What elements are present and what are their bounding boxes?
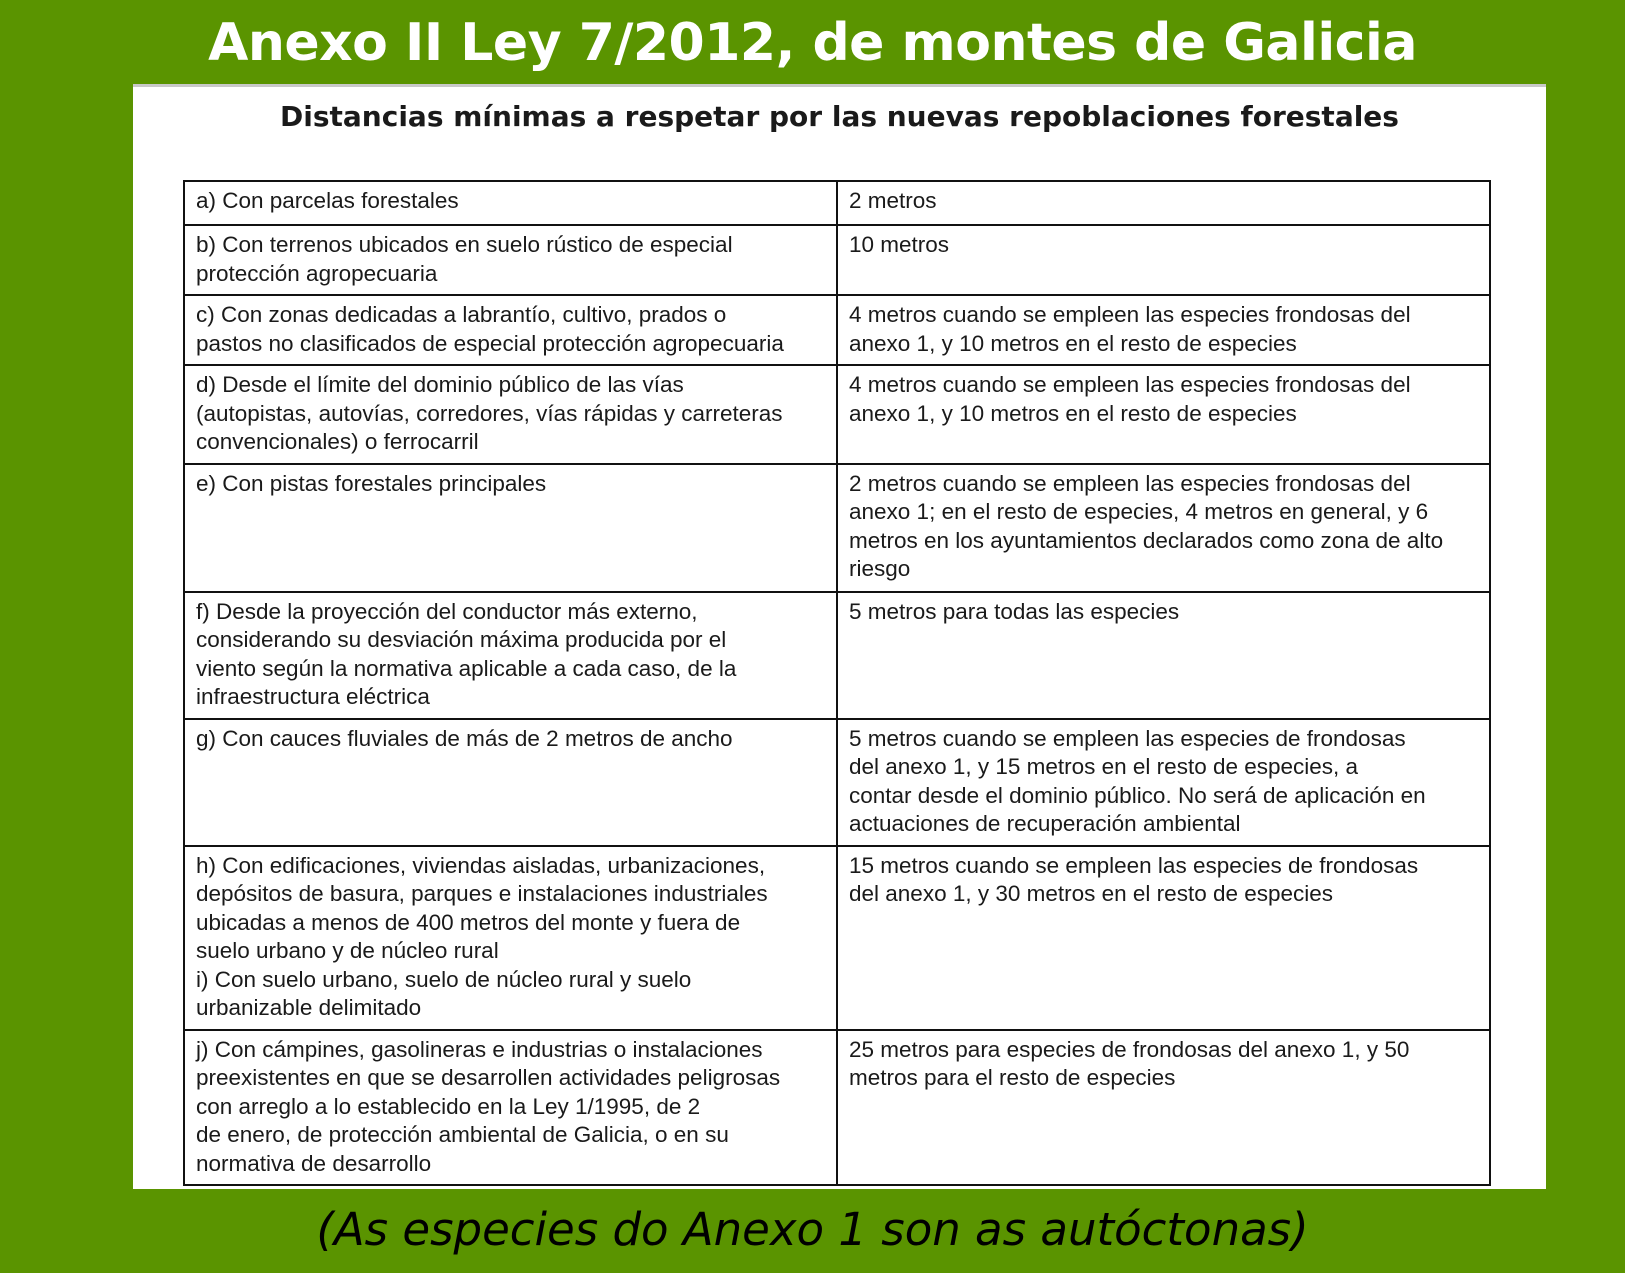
cell-line: j) Con cámpines, gasolineras e industrias o instalaciones [196,1036,763,1062]
table-row [184,295,1490,365]
table-cell-condition [184,225,837,295]
cell-line: anexo 1; en el resto de especies, 4 metros en general, y 6 [849,499,1429,524]
cell-line: considerando su desviación máxima producida por el [196,627,727,652]
table-cell-distance [837,1030,1490,1186]
table-cell-distance [837,181,1490,225]
cell-line: pastos no clasificados de especial protección agropecuaria [196,330,784,356]
cell-line: (autopistas, autovías, corredores, vías rápidas y carreteras [196,400,783,426]
distances-table [183,180,1491,1186]
cell-line: f) Desde la proyección del conductor más externo, [196,598,698,624]
document-panel [133,84,1546,1189]
cell-line: normativa de desarrollo [196,1150,432,1176]
cell-line: g) Con cauces fluviales de más de 2 metros de ancho [196,725,733,751]
slide-title: Anexo II Ley 7/2012, de montes de Galicia [208,13,1417,73]
footnote: (As especies do Anexo 1 son as autóctonas) [316,1203,1309,1256]
table-cell-distance [837,719,1490,846]
cell-line: protección agropecuaria [196,260,438,286]
table-row [184,719,1490,846]
cell-line: depósitos de basura, parques e instalaciones industriales [196,881,768,906]
cell-line: d) Desde el límite del dominio público de las vías [196,372,684,397]
cell-line: 15 metros cuando se empleen las especies de frondosas [849,852,1419,878]
table-row [184,225,1490,295]
table-cell-condition [184,1030,837,1186]
cell-line: convencionales) o ferrocarril [196,429,479,454]
cell-line: 4 metros cuando se empleen las especies frondosas del [849,372,1411,397]
table-cell-condition [184,464,837,592]
cell-line: 25 metros para especies de frondosas del anexo 1, y 50 [849,1036,1410,1062]
cell-line: 2 metros cuando se empleen las especies frondosas del [849,470,1411,496]
cell-line: suelo urbano y de núcleo rural [196,938,499,963]
table-cell-condition [184,295,837,365]
cell-line: infraestructura eléctrica [196,684,430,709]
cell-line: h) Con edificaciones, viviendas aisladas, urbanizaciones, [196,852,766,878]
table-cell-condition [184,365,837,464]
table-cell-condition [184,719,837,846]
cell-line: actuaciones de recuperación ambiental [849,811,1241,836]
cell-line: del anexo 1, y 30 metros en el resto de especies [849,881,1334,906]
cell-line: metros para el resto de especies [849,1065,1176,1090]
cell-line: anexo 1, y 10 metros en el resto de especies [849,330,1297,356]
cell-line: contar desde el dominio público. No será de aplicación en [849,782,1426,808]
cell-line: del anexo 1, y 15 metros en el resto de especies, a [849,754,1359,779]
table-cell-distance [837,464,1490,592]
table-cell-distance [837,846,1490,1030]
cell-line: urbanizable delimitado [196,995,422,1020]
table-cell-distance [837,295,1490,365]
cell-line: preexistentes en que se desarrollen actividades peligrosas [196,1065,781,1090]
cell-line: de enero, de protección ambiental de Galicia, o en su [196,1122,729,1147]
table-cell-distance [837,592,1490,719]
table-row [184,1030,1490,1186]
cell-line: riesgo [849,556,911,581]
table-row [184,464,1490,592]
cell-line: anexo 1, y 10 metros en el resto de especies [849,400,1297,426]
table-cell-condition [184,181,837,225]
cell-line: ubicadas a menos de 400 metros del monte y fuera de [196,909,741,935]
cell-line: 5 metros cuando se empleen las especies de frondosas [849,725,1406,751]
cell-line: e) Con pistas forestales principales [196,470,547,496]
table-cell-condition [184,592,837,719]
table-row [184,592,1490,719]
table-row [184,846,1490,1030]
table-row [184,365,1490,464]
cell-line: i) Con suelo urbano, suelo de núcleo rural y suelo [196,966,692,992]
table-cell-condition [184,846,837,1030]
table-cell-distance [837,225,1490,295]
document-heading: Distancias mínimas a respetar por las nuevas repoblaciones forestales [280,100,1399,133]
cell-line: con arreglo a lo establecido en la Ley 1/1995, de 2 [196,1093,701,1119]
cell-line: 10 metros [849,232,950,257]
table-row [184,181,1490,225]
cell-line: 5 metros para todas las especies [849,598,1180,624]
cell-line: 4 metros cuando se empleen las especies frondosas del [849,302,1411,327]
table-cell-distance [837,365,1490,464]
cell-line: 2 metros [849,188,937,213]
cell-line: b) Con terrenos ubicados en suelo rústico de especial [196,232,733,257]
cell-line: metros en los ayuntamientos declarados como zona de alto [849,527,1444,553]
cell-line: c) Con zonas dedicadas a labrantío, cultivo, prados o [196,302,727,327]
cell-line: a) Con parcelas forestales [196,188,459,213]
cell-line: viento según la normativa aplicable a cada caso, de la [196,655,737,681]
